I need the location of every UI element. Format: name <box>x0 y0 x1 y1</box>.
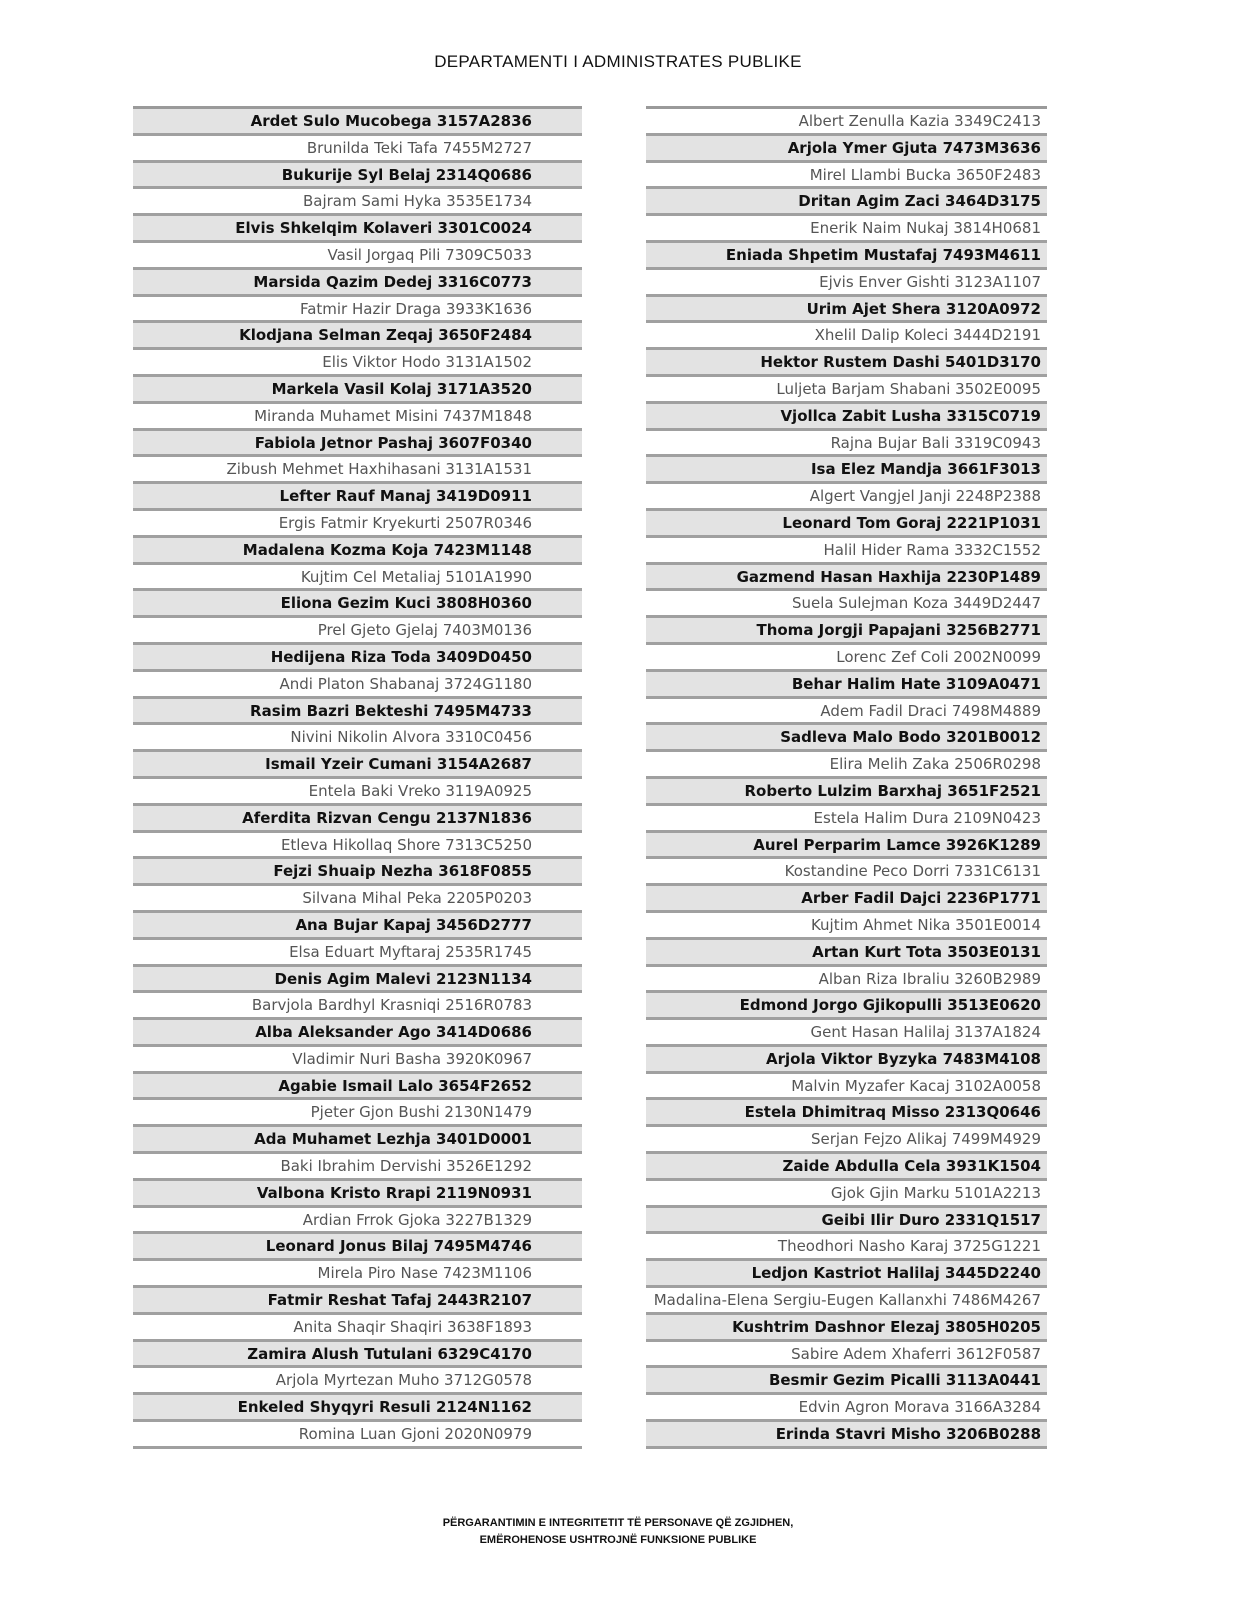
list-item: Gent Hasan Halilaj 3137A1824 <box>646 1020 1047 1047</box>
list-item: Madalena Kozma Koja 7423M1148 <box>133 538 582 565</box>
list-item: Bukurije Syl Belaj 2314Q0686 <box>133 163 582 190</box>
list-item: Nivini Nikolin Alvora 3310C0456 <box>133 725 582 752</box>
list-item: Kushtrim Dashnor Elezaj 3805H0205 <box>646 1315 1047 1342</box>
list-item: Halil Hider Rama 3332C1552 <box>646 538 1047 565</box>
list-item: Leonard Jonus Bilaj 7495M4746 <box>133 1234 582 1261</box>
list-item: Anita Shaqir Shaqiri 3638F1893 <box>133 1315 582 1342</box>
footer-line-1: PËRGARANTIMIN E INTEGRITETIT TË PERSONAVE QË ZGJIDHEN, <box>442 1517 794 1529</box>
list-item: Hektor Rustem Dashi 5401D3170 <box>646 350 1047 377</box>
list-item: Enerik Naim Nukaj 3814H0681 <box>646 216 1047 243</box>
list-item: Ada Muhamet Lezhja 3401D0001 <box>133 1127 582 1154</box>
list-item: Dritan Agim Zaci 3464D3175 <box>646 189 1047 216</box>
list-item: Zaide Abdulla Cela 3931K1504 <box>646 1154 1047 1181</box>
list-item: Klodjana Selman Zeqaj 3650F2484 <box>133 323 582 350</box>
list-item: Serjan Fejzo Alikaj 7499M4929 <box>646 1127 1047 1154</box>
list-item: Fejzi Shuaip Nezha 3618F0855 <box>133 859 582 886</box>
list-item: Madalina-Elena Sergiu-Eugen Kallanxhi 7486M4267 <box>646 1288 1047 1315</box>
list-item: Gazmend Hasan Haxhija 2230P1489 <box>646 565 1047 592</box>
list-item: Behar Halim Hate 3109A0471 <box>646 672 1047 699</box>
right-name-list <box>646 106 1047 1449</box>
list-item: Elis Viktor Hodo 3131A1502 <box>133 350 582 377</box>
list-item: Pjeter Gjon Bushi 2130N1479 <box>133 1100 582 1127</box>
list-item: Edvin Agron Morava 3166A3284 <box>646 1395 1047 1422</box>
list-item: Gjok Gjin Marku 5101A2213 <box>646 1181 1047 1208</box>
list-item: Ergis Fatmir Kryekurti 2507R0346 <box>133 511 582 538</box>
list-item: Prel Gjeto Gjelaj 7403M0136 <box>133 618 582 645</box>
list-item: Andi Platon Shabanaj 3724G1180 <box>133 672 582 699</box>
list-item: Miranda Muhamet Misini 7437M1848 <box>133 404 582 431</box>
list-item: Thoma Jorgji Papajani 3256B2771 <box>646 618 1047 645</box>
list-item: Leonard Tom Goraj 2221P1031 <box>646 511 1047 538</box>
list-item: Elsa Eduart Myftaraj 2535R1745 <box>133 940 582 967</box>
left-name-list <box>133 106 582 1449</box>
list-item: Lorenc Zef Coli 2002N0099 <box>646 645 1047 672</box>
list-item: Vasil Jorgaq Pili 7309C5033 <box>133 243 582 270</box>
list-item: Elvis Shkelqim Kolaveri 3301C0024 <box>133 216 582 243</box>
list-item: Arjola Ymer Gjuta 7473M3636 <box>646 136 1047 163</box>
list-item: Aurel Perparim Lamce 3926K1289 <box>646 833 1047 860</box>
list-item: Barvjola Bardhyl Krasniqi 2516R0783 <box>133 993 582 1020</box>
list-item: Zamira Alush Tutulani 6329C4170 <box>133 1342 582 1369</box>
list-item: Ismail Yzeir Cumani 3154A2687 <box>133 752 582 779</box>
list-item: Algert Vangjel Janji 2248P2388 <box>646 484 1047 511</box>
list-item: Zibush Mehmet Haxhihasani 3131A1531 <box>133 457 582 484</box>
list-item: Rasim Bazri Bekteshi 7495M4733 <box>133 699 582 726</box>
list-item: Baki Ibrahim Dervishi 3526E1292 <box>133 1154 582 1181</box>
list-item: Roberto Lulzim Barxhaj 3651F2521 <box>646 779 1047 806</box>
list-item: Elira Melih Zaka 2506R0298 <box>646 752 1047 779</box>
list-item: Kujtim Ahmet Nika 3501E0014 <box>646 913 1047 940</box>
list-item: Kostandine Peco Dorri 7331C6131 <box>646 859 1047 886</box>
list-item: Valbona Kristo Rrapi 2119N0931 <box>133 1181 582 1208</box>
list-item: Etleva Hikollaq Shore 7313C5250 <box>133 833 582 860</box>
list-item: Ana Bujar Kapaj 3456D2777 <box>133 913 582 940</box>
list-item: Eliona Gezim Kuci 3808H0360 <box>133 591 582 618</box>
list-item: Bajram Sami Hyka 3535E1734 <box>133 189 582 216</box>
list-item: Albert Zenulla Kazia 3349C2413 <box>646 109 1047 136</box>
list-item: Sabire Adem Xhaferri 3612F0587 <box>646 1342 1047 1369</box>
list-item: Edmond Jorgo Gjikopulli 3513E0620 <box>646 993 1047 1020</box>
list-item: Silvana Mihal Peka 2205P0203 <box>133 886 582 913</box>
list-item: Denis Agim Malevi 2123N1134 <box>133 967 582 994</box>
list-item: Entela Baki Vreko 3119A0925 <box>133 779 582 806</box>
list-item: Adem Fadil Draci 7498M4889 <box>646 699 1047 726</box>
list-item: Artan Kurt Tota 3503E0131 <box>646 940 1047 967</box>
list-item: Enkeled Shyqyri Resuli 2124N1162 <box>133 1395 582 1422</box>
list-item: Malvin Myzafer Kacaj 3102A0058 <box>646 1074 1047 1101</box>
list-item: Kujtim Cel Metaliaj 5101A1990 <box>133 565 582 592</box>
list-item: Romina Luan Gjoni 2020N0979 <box>133 1422 582 1449</box>
list-item: Vjollca Zabit Lusha 3315C0719 <box>646 404 1047 431</box>
list-item: Geibi Ilir Duro 2331Q1517 <box>646 1208 1047 1235</box>
list-item: Ledjon Kastriot Halilaj 3445D2240 <box>646 1261 1047 1288</box>
footer-line-2: EMËROHENOSE USHTROJNË FUNKSIONE PUBLIKE <box>479 1534 757 1546</box>
list-item: Luljeta Barjam Shabani 3502E0095 <box>646 377 1047 404</box>
page-title: DEPARTAMENTI I ADMINISTRATES PUBLIKE <box>434 52 802 71</box>
list-item: Ejvis Enver Gishti 3123A1107 <box>646 270 1047 297</box>
list-item: Hedijena Riza Toda 3409D0450 <box>133 645 582 672</box>
list-item: Aferdita Rizvan Cengu 2137N1836 <box>133 806 582 833</box>
list-item: Sadleva Malo Bodo 3201B0012 <box>646 725 1047 752</box>
page-footer <box>0 1515 1236 1549</box>
list-item: Alba Aleksander Ago 3414D0686 <box>133 1020 582 1047</box>
list-item: Estela Dhimitraq Misso 2313Q0646 <box>646 1100 1047 1127</box>
list-item: Agabie Ismail Lalo 3654F2652 <box>133 1074 582 1101</box>
list-item: Estela Halim Dura 2109N0423 <box>646 806 1047 833</box>
list-item: Fatmir Reshat Tafaj 2443R2107 <box>133 1288 582 1315</box>
list-item: Mirela Piro Nase 7423M1106 <box>133 1261 582 1288</box>
list-item: Urim Ajet Shera 3120A0972 <box>646 297 1047 324</box>
list-item: Ardet Sulo Mucobega 3157A2836 <box>133 109 582 136</box>
list-item: Vladimir Nuri Basha 3920K0967 <box>133 1047 582 1074</box>
list-item: Besmir Gezim Picalli 3113A0441 <box>646 1368 1047 1395</box>
list-item: Rajna Bujar Bali 3319C0943 <box>646 431 1047 458</box>
list-item: Markela Vasil Kolaj 3171A3520 <box>133 377 582 404</box>
list-item: Marsida Qazim Dedej 3316C0773 <box>133 270 582 297</box>
list-item: Isa Elez Mandja 3661F3013 <box>646 457 1047 484</box>
list-item: Arjola Viktor Byzyka 7483M4108 <box>646 1047 1047 1074</box>
list-item: Xhelil Dalip Koleci 3444D2191 <box>646 323 1047 350</box>
list-item: Fatmir Hazir Draga 3933K1636 <box>133 297 582 324</box>
list-item: Suela Sulejman Koza 3449D2447 <box>646 591 1047 618</box>
list-item: Arber Fadil Dajci 2236P1771 <box>646 886 1047 913</box>
list-item: Arjola Myrtezan Muho 3712G0578 <box>133 1368 582 1395</box>
list-item: Brunilda Teki Tafa 7455M2727 <box>133 136 582 163</box>
list-item: Alban Riza Ibraliu 3260B2989 <box>646 967 1047 994</box>
list-item: Lefter Rauf Manaj 3419D0911 <box>133 484 582 511</box>
list-item: Fabiola Jetnor Pashaj 3607F0340 <box>133 431 582 458</box>
list-item: Theodhori Nasho Karaj 3725G1221 <box>646 1234 1047 1261</box>
list-item: Eniada Shpetim Mustafaj 7493M4611 <box>646 243 1047 270</box>
list-item: Erinda Stavri Misho 3206B0288 <box>646 1422 1047 1449</box>
list-item: Ardian Frrok Gjoka 3227B1329 <box>133 1208 582 1235</box>
list-item: Mirel Llambi Bucka 3650F2483 <box>646 163 1047 190</box>
